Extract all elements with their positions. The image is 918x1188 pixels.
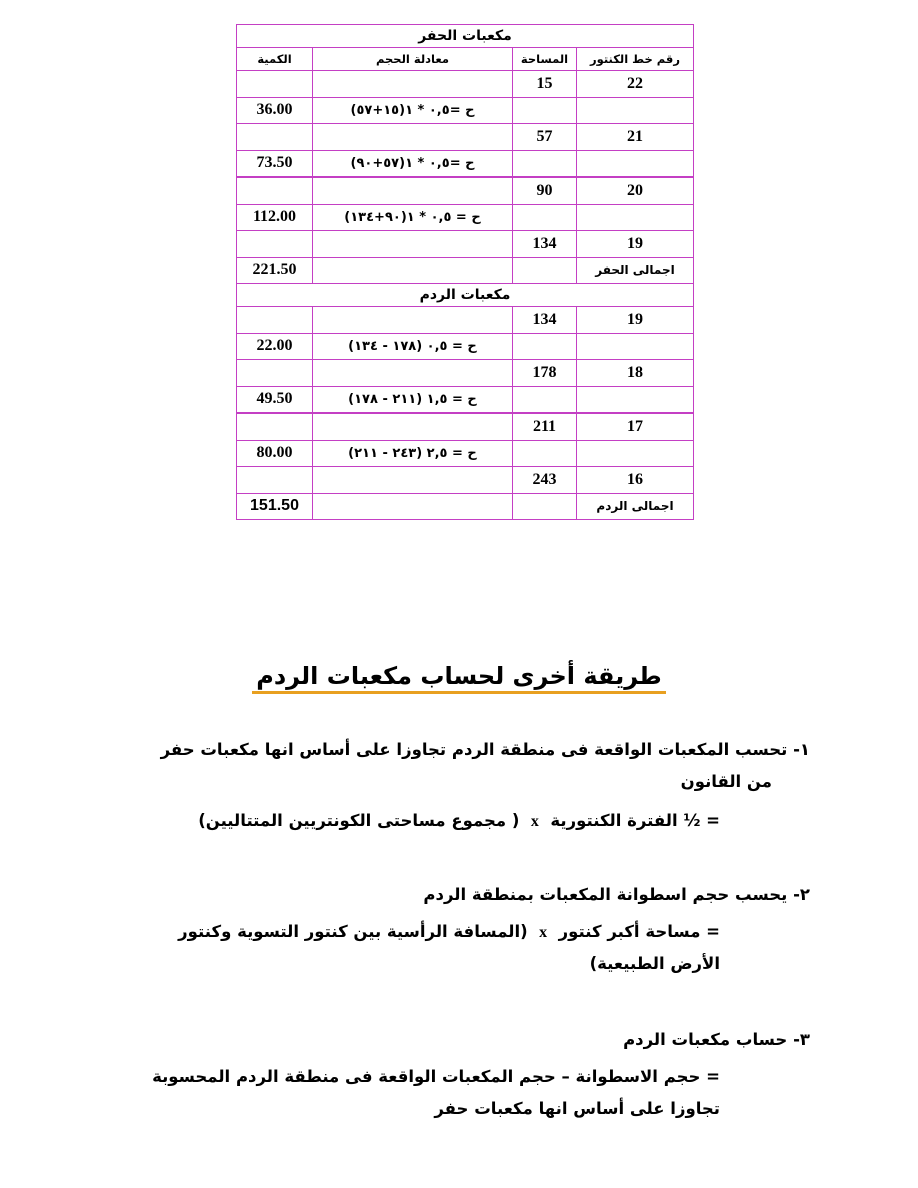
step2-line3: الأرض الطبيعية) (589, 954, 720, 973)
step2-formula-a: = مساحة أكبر كنتور (558, 922, 720, 941)
fill-total-value: 151.50 (237, 493, 313, 520)
step1-formula-b: ( مجموع مساحتى الكونتريين المتتاليين) (198, 811, 520, 830)
cut-total-row (237, 257, 694, 284)
qty-cell: 112.00 (237, 204, 313, 231)
equation-cell: ح = ١,٥ (٢١١ - ١٧٨) (313, 386, 513, 413)
step1-line2: من القانون (680, 772, 772, 791)
table-row (237, 333, 694, 360)
qty-cell: 36.00 (237, 97, 313, 124)
contour-cell: 19 (577, 231, 694, 258)
qty-cell: 80.00 (237, 440, 313, 467)
section-title (0, 662, 918, 690)
table-row (237, 467, 694, 494)
area-cell: 134 (513, 307, 577, 334)
step1-formula-a: = ½ الفترة الكنتورية (550, 811, 720, 830)
fill-section-title: مكعبات الردم (237, 284, 694, 307)
step3-formula-line1: = حجم الاسطوانة – حجم المكعبات الواقعة فى منطقة الردم المحسوبة (152, 1067, 720, 1086)
step3-line1: ٣- حساب مكعبات الردم (623, 1030, 810, 1049)
table-row (237, 177, 694, 204)
volume-table (236, 24, 694, 520)
contour-cell: 19 (577, 307, 694, 334)
contour-cell: 21 (577, 124, 694, 151)
area-cell: 15 (513, 71, 577, 98)
step2-formula (178, 922, 720, 942)
qty-cell: 73.50 (237, 150, 313, 177)
area-cell: 57 (513, 124, 577, 151)
equation-cell: ح = ٠,٥ (١٧٨ - ١٣٤) (313, 333, 513, 360)
cut-total-value: 221.50 (237, 257, 313, 284)
table-row (237, 231, 694, 258)
table-row (237, 307, 694, 334)
area-cell: 211 (513, 413, 577, 440)
step1-formula (198, 811, 720, 831)
equation-cell: ح =٠,٥ * ١(٥٧+٩٠) (313, 150, 513, 177)
cut-total-label: اجمالى الحفر (577, 257, 694, 284)
contour-cell: 18 (577, 360, 694, 387)
contour-cell: 20 (577, 177, 694, 204)
header-contour: رقم خط الكنتور (577, 48, 694, 71)
header-qty: الكمية (237, 48, 313, 71)
table-row (237, 124, 694, 151)
area-cell: 134 (513, 231, 577, 258)
equation-cell: ح = ٢,٥ (٢٤٣ - ٢١١) (313, 440, 513, 467)
table-row (237, 71, 694, 98)
cut-section-title: مكعبات الحفر (237, 25, 694, 48)
contour-cell: 22 (577, 71, 694, 98)
section-title-text: طريقة أخرى لحساب مكعبات الردم (252, 662, 665, 694)
step3-formula-line2: تجاوزا على أساس انها مكعبات حفر (434, 1099, 720, 1118)
step2-formula-b: (المسافة الرأسية بين كنتور التسوية وكنتور (178, 922, 528, 941)
contour-cell: 16 (577, 467, 694, 494)
header-equation: معادلة الحجم (313, 48, 513, 71)
multiply-symbol: x (530, 813, 539, 830)
contour-cell: 17 (577, 413, 694, 440)
qty-cell: 22.00 (237, 333, 313, 360)
fill-total-label: اجمالى الردم (577, 493, 694, 520)
area-cell: 243 (513, 467, 577, 494)
table-row (237, 440, 694, 467)
multiply-symbol: x (539, 924, 548, 941)
step1-line1: ١- تحسب المكعبات الواقعة فى منطقة الردم تجاوزا على أساس انها مكعبات حفر (160, 740, 810, 759)
equation-cell: ح = ٠,٥ * ١(٩٠+١٣٤) (313, 204, 513, 231)
table-row (237, 386, 694, 413)
qty-cell: 49.50 (237, 386, 313, 413)
table-row (237, 150, 694, 177)
table-row (237, 413, 694, 440)
table-row (237, 204, 694, 231)
equation-cell: ح =٠,٥ * ١(١٥+٥٧) (313, 97, 513, 124)
table-row (237, 97, 694, 124)
table-row (237, 360, 694, 387)
area-cell: 90 (513, 177, 577, 204)
header-area: المساحة (513, 48, 577, 71)
step2-line1: ٢- يحسب حجم اسطوانة المكعبات بمنطقة الردم (423, 885, 810, 904)
area-cell: 178 (513, 360, 577, 387)
fill-total-row (237, 493, 694, 520)
